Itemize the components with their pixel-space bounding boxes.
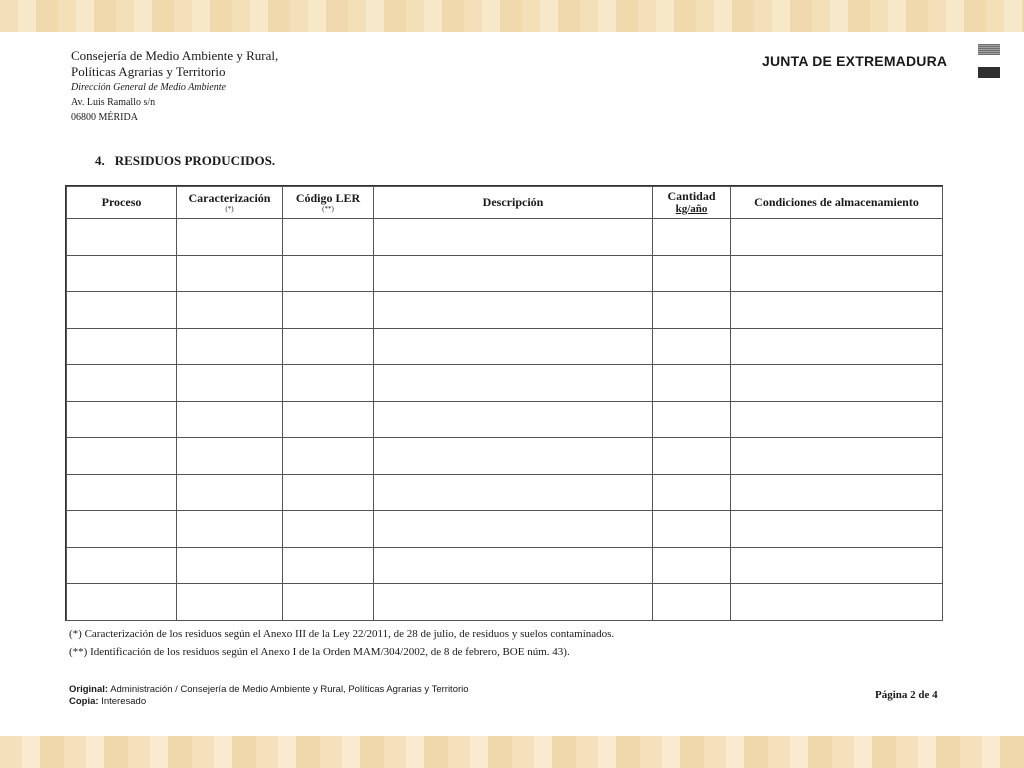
table-row [67,547,943,584]
footer-copy-line [69,696,469,708]
table-row [67,365,943,402]
table-cell[interactable] [177,219,283,256]
column-header-cantidad [653,187,731,219]
table-cell[interactable] [731,511,943,548]
table-cell[interactable] [67,292,177,329]
footnote-caracterizacion: (*) Caracterización de los residuos según el Anexo III de la Ley 22/2011, de 28 de julio, de residuos y suelos contaminados. [69,628,615,640]
table-row [67,584,943,621]
column-header-caracterizacion [177,187,283,219]
table-cell[interactable] [283,255,374,292]
table-cell[interactable] [653,511,731,548]
column-header-label: Condiciones de almacenamiento [754,195,919,210]
table-cell[interactable] [67,584,177,621]
column-header-codigo-ler [283,187,374,219]
footer-copy-text: Interesado [101,696,147,708]
table-cell[interactable] [374,547,653,584]
table-cell[interactable] [653,255,731,292]
issuer-department: Consejería de Medio Ambiente y Rural, [71,48,279,63]
table-cell[interactable] [283,401,374,438]
table-cell[interactable] [67,511,177,548]
table-cell[interactable] [731,219,943,256]
table-cell[interactable] [653,219,731,256]
table-cell[interactable] [283,474,374,511]
table-row [67,255,943,292]
table-cell[interactable] [374,438,653,475]
footer-copy-label: Copia: [69,696,99,708]
table-cell[interactable] [67,547,177,584]
table-cell[interactable] [374,365,653,402]
waste-table [66,186,943,621]
table-body [67,219,943,621]
table-row [67,474,943,511]
table-cell[interactable] [731,474,943,511]
table-cell[interactable] [731,292,943,329]
bottom-frame-band [0,736,1024,768]
issuer-city: 06800 MÉRIDA [71,112,138,124]
table-cell[interactable] [283,511,374,548]
footer-original-label: Original: [69,684,109,695]
column-header-unit: kg/año [675,202,708,215]
issuer-directorate: Dirección General de Medio Ambiente [71,82,226,94]
table-cell[interactable] [653,328,731,365]
column-header-footnote-marker: (*) [225,204,234,213]
footnotes [69,626,614,661]
waste-table-frame [65,185,943,621]
table-cell[interactable] [731,438,943,475]
table-cell[interactable] [177,292,283,329]
table-cell[interactable] [653,474,731,511]
table-row [67,438,943,475]
table-cell[interactable] [731,328,943,365]
table-cell[interactable] [374,292,653,329]
table-cell[interactable] [177,328,283,365]
table-row [67,401,943,438]
table-cell[interactable] [67,219,177,256]
table-row [67,219,943,256]
issuer-address: Av. Luis Ramallo s/n [71,97,156,109]
table-cell[interactable] [374,255,653,292]
table-cell[interactable] [731,547,943,584]
table-row [67,328,943,365]
table-cell[interactable] [374,401,653,438]
table-cell[interactable] [283,584,374,621]
flag-stripe-mark-dark [978,67,1000,78]
top-frame-band [0,0,1024,32]
table-cell[interactable] [177,547,283,584]
column-header-label: Proceso [101,195,142,210]
table-cell[interactable] [177,401,283,438]
brand-title: JUNTA DE EXTREMADURA [762,53,948,69]
column-header-condiciones [731,187,943,219]
footnote-codigo-ler: (**) Identificación de los residuos según el Anexo I de la Orden MAM/304/2002, de 8 de febrero, BOE núm. 43). [69,645,570,658]
table-cell[interactable] [177,255,283,292]
table-cell[interactable] [283,292,374,329]
table-cell[interactable] [374,328,653,365]
table-cell[interactable] [177,365,283,402]
column-header-label: Descripción [482,195,544,210]
table-cell[interactable] [731,365,943,402]
table-cell[interactable] [67,365,177,402]
table-cell[interactable] [653,365,731,402]
footer-original-line [69,684,469,696]
table-cell[interactable] [67,255,177,292]
table-cell[interactable] [67,401,177,438]
table-cell[interactable] [283,547,374,584]
table-cell[interactable] [67,328,177,365]
flag-stripe-mark [978,44,1000,55]
table-cell[interactable] [731,255,943,292]
table-cell[interactable] [653,584,731,621]
table-cell[interactable] [67,474,177,511]
table-cell[interactable] [653,292,731,329]
table-cell[interactable] [283,365,374,402]
table-cell[interactable] [283,219,374,256]
table-cell[interactable] [283,438,374,475]
section-number: 4. [95,153,105,168]
section-heading [95,153,275,169]
page-number-label: Página 2 de 4 [875,689,938,701]
issuer-block [71,48,278,124]
issuer-department-cont: Políticas Agrarias y Territorio [71,63,226,79]
column-header-footnote-marker: (**) [322,204,334,213]
column-header-label: Caracterización [188,191,271,206]
column-header-label: Cantidad [667,188,716,203]
table-cell[interactable] [731,584,943,621]
table-cell[interactable] [653,401,731,438]
table-cell[interactable] [177,584,283,621]
document-page [0,32,1024,736]
table-cell[interactable] [374,511,653,548]
table-row [67,292,943,329]
table-cell[interactable] [653,438,731,475]
section-title: RESIDUOS PRODUCIDOS. [114,153,276,168]
table-cell[interactable] [177,438,283,475]
table-cell[interactable] [177,511,283,548]
column-header-descripcion [374,187,653,219]
table-cell[interactable] [67,438,177,475]
table-row [67,511,943,548]
table-cell[interactable] [283,328,374,365]
page-number [875,689,938,701]
table-cell[interactable] [374,474,653,511]
table-cell[interactable] [374,219,653,256]
table-cell[interactable] [731,401,943,438]
footer-original-text: Administración / Consejería de Medio Ambiente y Rural, Políticas Agrarias y Territorio [110,684,469,695]
table-cell[interactable] [374,584,653,621]
column-header-label: Código LER [295,191,361,206]
column-header-proceso [67,187,177,219]
table-cell[interactable] [177,474,283,511]
distribution-footer [69,684,469,709]
table-header-row [67,187,943,219]
table-cell[interactable] [653,547,731,584]
